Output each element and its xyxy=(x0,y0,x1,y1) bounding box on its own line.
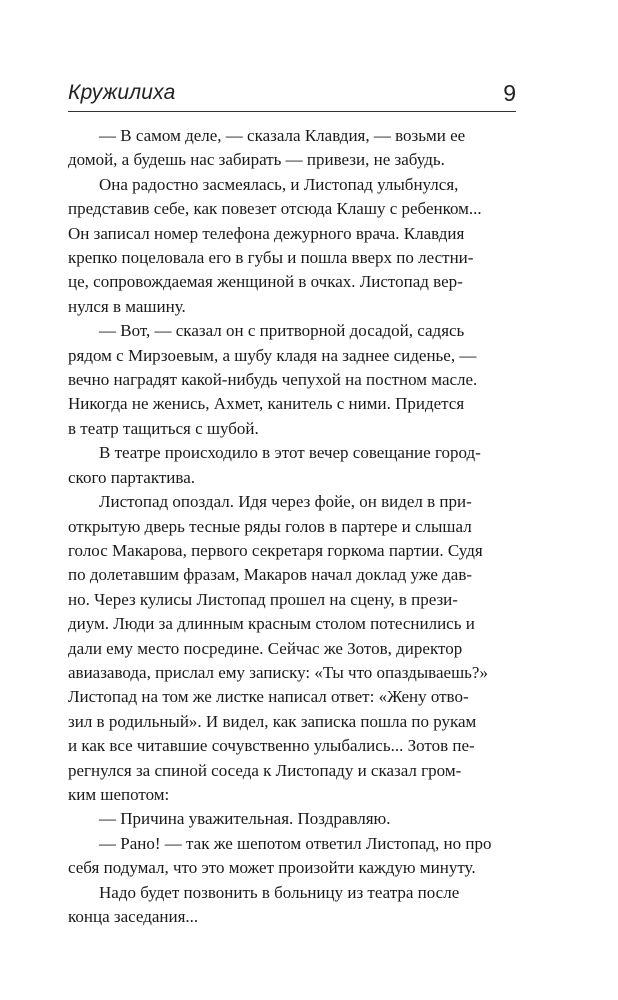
page-number: 9 xyxy=(503,80,516,106)
paragraph: Она радостно засмеялась, и Листопад улыбнулся, представив себе, как повезет отсюда Клашу с ребенком... Он записал номер телефона дежурного врача. Клавдия крепко поцеловала его в губы и пошла вверх по лестни- це, сопровождаемая женщиной в очках. Листопад вер- нулся в машину. xyxy=(68,174,482,316)
body-text xyxy=(68,124,516,929)
paragraph: Надо будет позвонить в больницу из театра после конца заседания... xyxy=(68,882,460,926)
running-header xyxy=(68,72,516,112)
running-title: Кружилиха xyxy=(68,81,176,104)
paragraph: — Рано! — так же шепотом ответил Листопад, но про себя подумал, что это может произойти каждую минуту. xyxy=(68,833,492,878)
paragraph: — В самом деле, — сказала Клавдия, — возьми ее домой, а будешь нас забирать — привези, не забудь. xyxy=(68,126,466,170)
paragraph: — Вот, — сказал он с притворной досадой, садясь рядом с Мирзоевым, а шубу кладя на заднее сиденье, — вечно наградят какой-нибудь чепухой на постном масле. Никогда не женись, Ахмет, канитель с ними. Придется в театр тащиться с шубой. xyxy=(68,321,478,438)
header-rule xyxy=(68,111,516,112)
paragraph: В театре происходило в этот вечер совещание город- ского партактива. xyxy=(68,443,481,487)
paragraph: — Причина уважительная. Поздравляю. xyxy=(99,809,391,829)
paragraph: Листопад опоздал. Идя через фойе, он видел в при- открытую дверь тесные ряды голов в партере и слышал голос Макарова, первого секретаря горкома партии. Судя по долетавшим фразам, Макаров начал доклад уже дав- но. Через кулисы Листопад прошел на сцену, в прези- диум. Люди за длинным красным столом потеснились и дали ему место посредине. Сейчас же Зотов, директор авиазавода, прислал ему записку: «Ты что опаздываешь?» Листопад на том же листке написал ответ: «Жену отво- зил в родильный». И видел, как записка пошла по рукам и как все читавшие сочувственно улыбались... Зотов пе- регнулся за спиной соседа к Листопаду и сказал гром- ким шепотом: xyxy=(68,492,488,804)
